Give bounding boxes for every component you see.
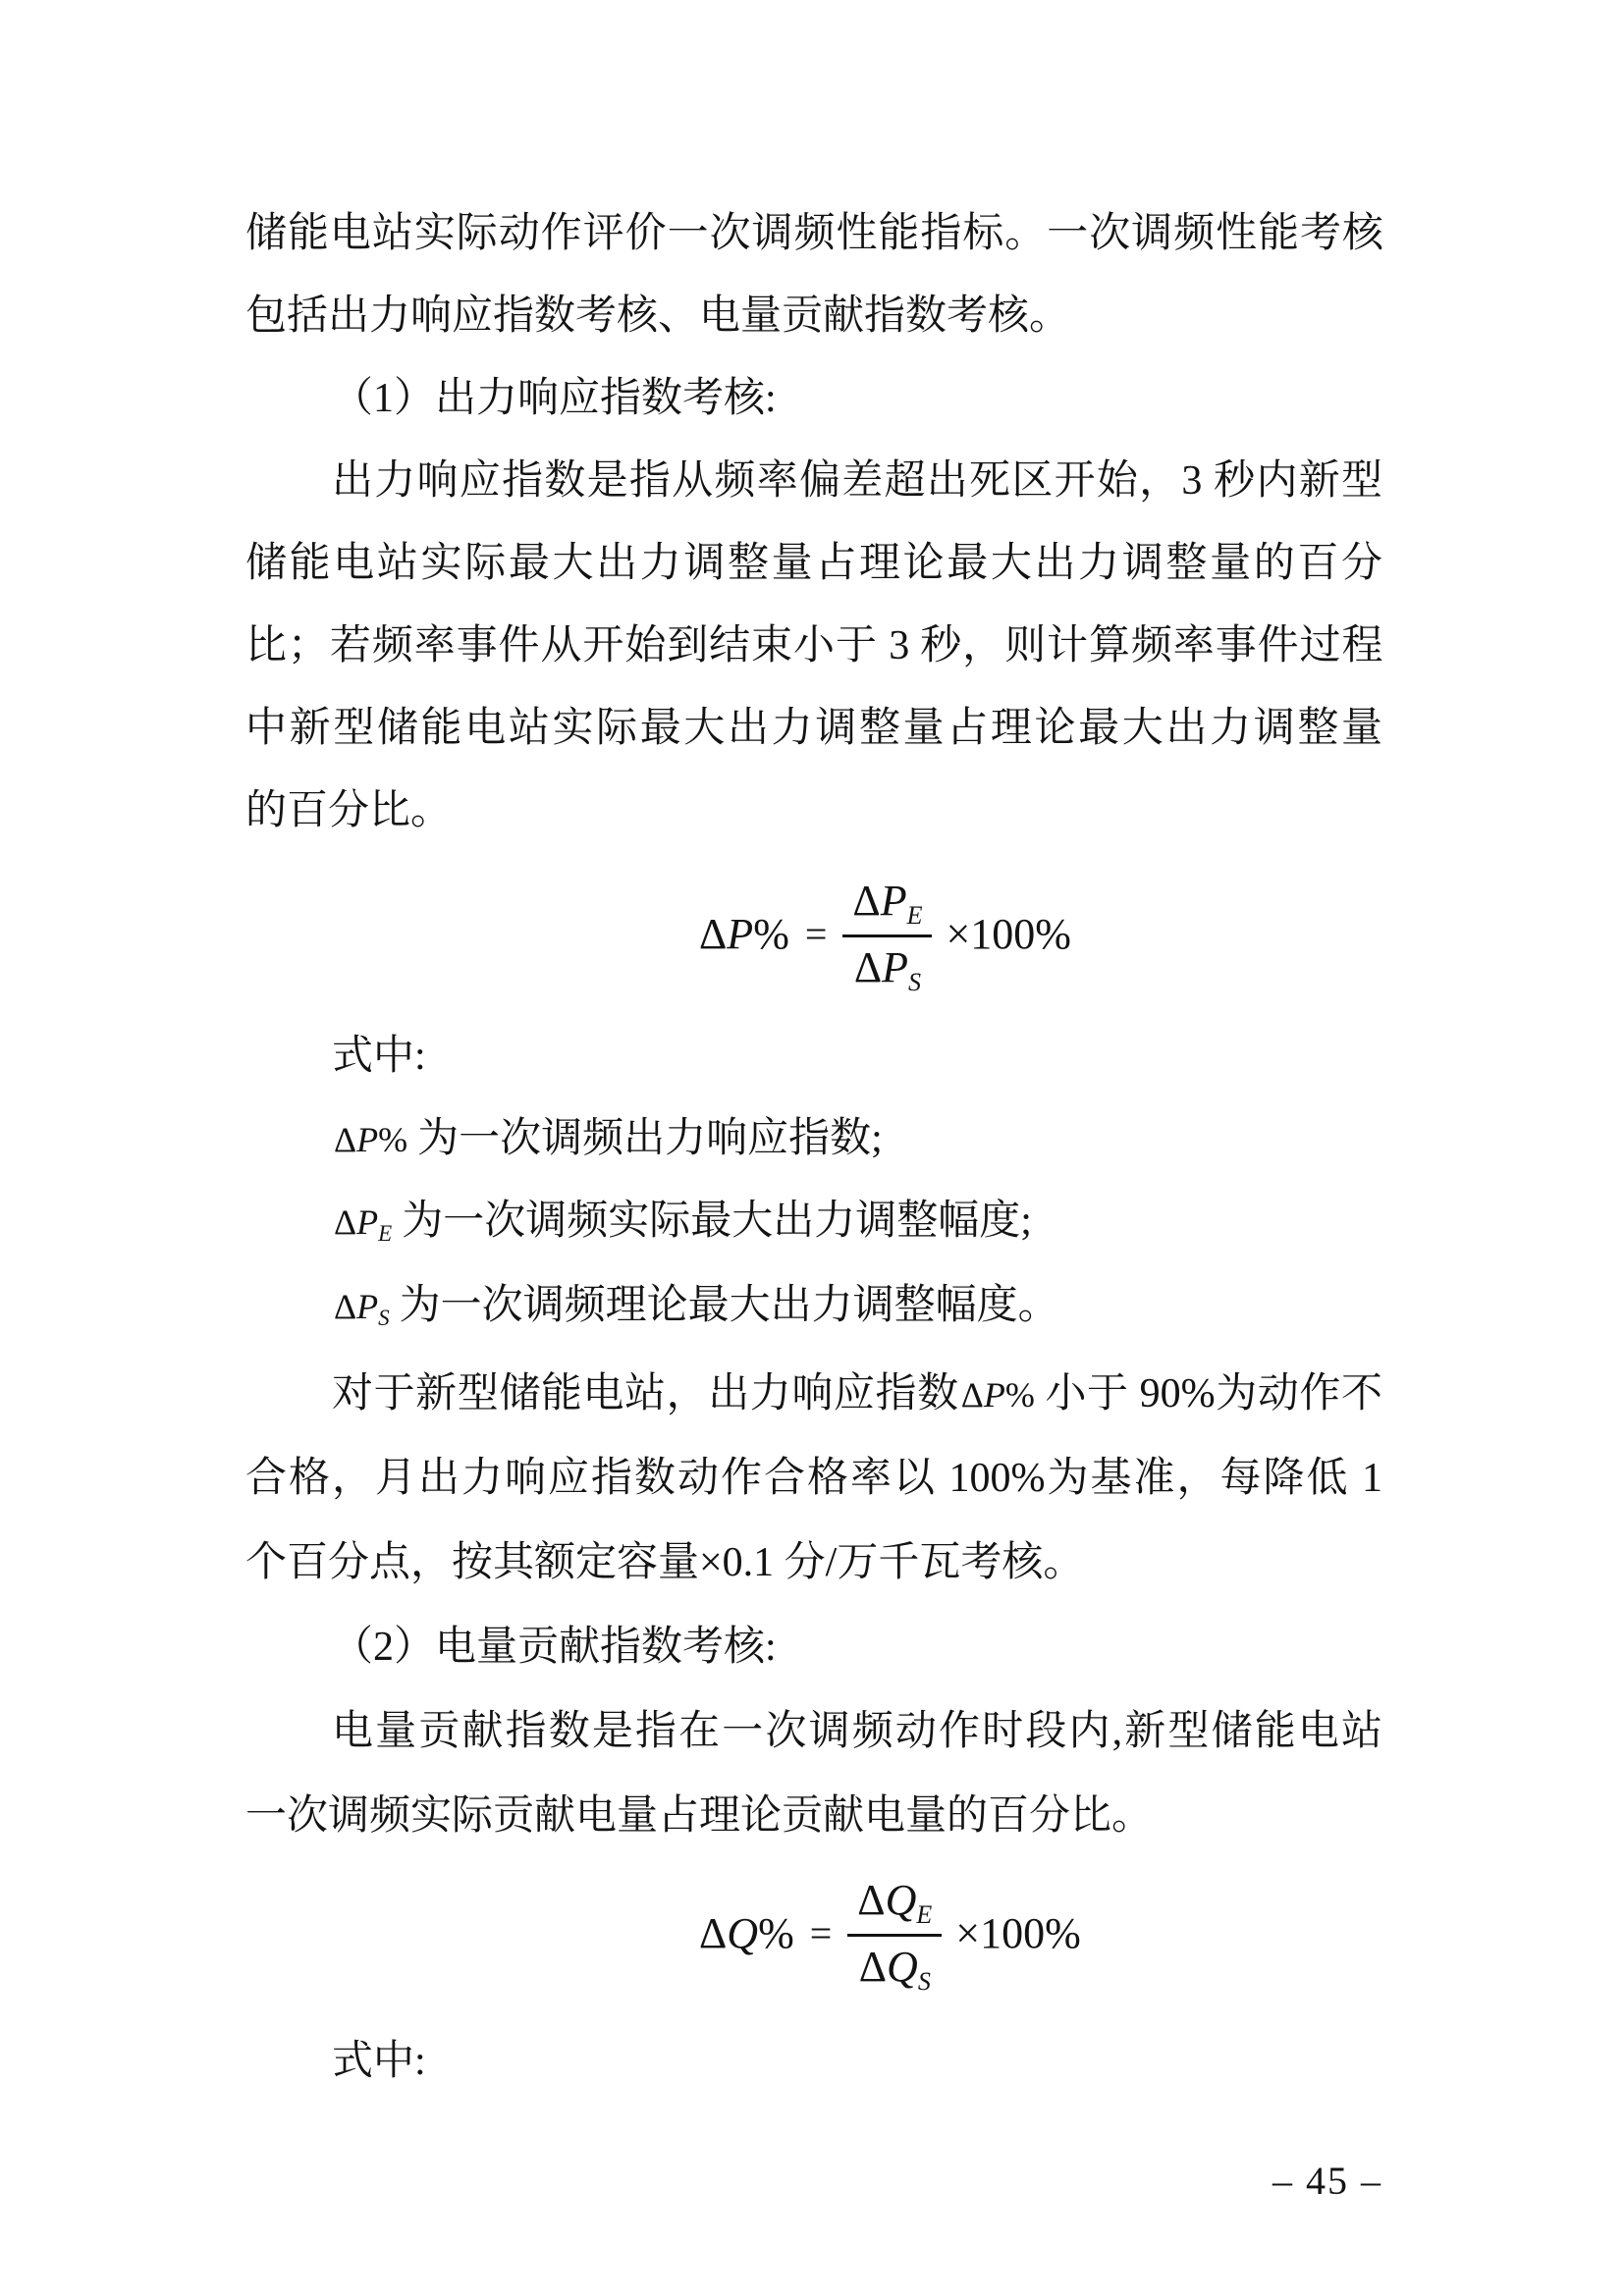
formula-legend-label: 式中:	[332, 1034, 426, 1079]
symbol-dp-e: $\Delta P_E$	[334, 1202, 393, 1246]
fraction-numerator: $\Delta P_E$	[842, 873, 932, 936]
body-line: 储能电站实际最大出力调整量占理论最大出力调整量的百分	[245, 541, 1382, 586]
formula-lhs: ΔQ%	[699, 1909, 794, 1957]
body-line: 中新型储能电站实际最大出力调整量占理论最大出力调整量	[245, 706, 1382, 751]
body-line: 对于新型储能电站，出力响应指数ΔP% 小于 90%为动作不	[332, 1371, 1382, 1416]
body-line: 一次调频实际贡献电量占理论贡献电量的百分比。	[245, 1793, 1154, 1839]
formula-factor: ×100%	[955, 1909, 1081, 1957]
symbol-definition-dp-pct: ΔP% 为一次调频出力响应指数;	[334, 1116, 883, 1161]
equals-sign: =	[804, 912, 828, 956]
formula-factor: ×100%	[946, 910, 1071, 958]
symbol-dp-pct-inline: ΔP%	[960, 1375, 1035, 1415]
formula-output-response-index	[699, 861, 1071, 1008]
symbol-dp-pct: ΔP%	[334, 1120, 408, 1159]
fraction-numerator: $\Delta Q_E$	[847, 1872, 942, 1936]
symbol-dp-s: $\Delta P_S$	[334, 1287, 390, 1330]
page-number: – 45 –	[1272, 2159, 1382, 2203]
body-line: 的百分比。	[245, 788, 453, 833]
body-line: 出力响应指数是指从频率偏差超出死区开始，3 秒内新型	[332, 458, 1382, 504]
symbol-definition-dp-e: $\Delta P_E$ 为一次调频实际最大出力调整幅度;	[334, 1199, 1032, 1246]
symbol-definition-dp-s: $\Delta P_S$ 为一次调频理论最大出力调整幅度。	[334, 1283, 1059, 1330]
fraction-denominator: $\Delta P_S$	[853, 942, 922, 996]
formula-lhs: ΔP%	[699, 910, 789, 958]
body-line: 合格，月出力响应指数动作合格率以 100%为基准，每降低 1	[245, 1456, 1382, 1501]
body-line: 包括出力响应指数考核、电量贡献指数考核。	[245, 294, 1071, 339]
fraction	[842, 873, 932, 995]
formula-energy-contribution-index	[699, 1860, 1081, 2007]
fraction-denominator: $\Delta Q_S$	[858, 1942, 931, 1996]
equals-sign: =	[809, 1911, 833, 1955]
fraction	[847, 1872, 942, 1995]
section-heading-1: （1）出力响应指数考核:	[332, 376, 777, 421]
body-line: 储能电站实际动作评价一次调频性能指标。一次调频性能考核	[245, 211, 1382, 256]
formula-legend-label: 式中:	[332, 2039, 426, 2084]
body-line: 电量贡献指数是指在一次调频动作时段内,新型储能电站	[332, 1709, 1382, 1754]
body-line: 比；若频率事件从开始到结束小于 3 秒，则计算频率事件过程	[245, 623, 1382, 668]
body-line: 个百分点，按其额定容量×0.1 分/万千瓦考核。	[245, 1540, 1085, 1585]
section-heading-2: （2）电量贡献指数考核:	[332, 1625, 777, 1670]
